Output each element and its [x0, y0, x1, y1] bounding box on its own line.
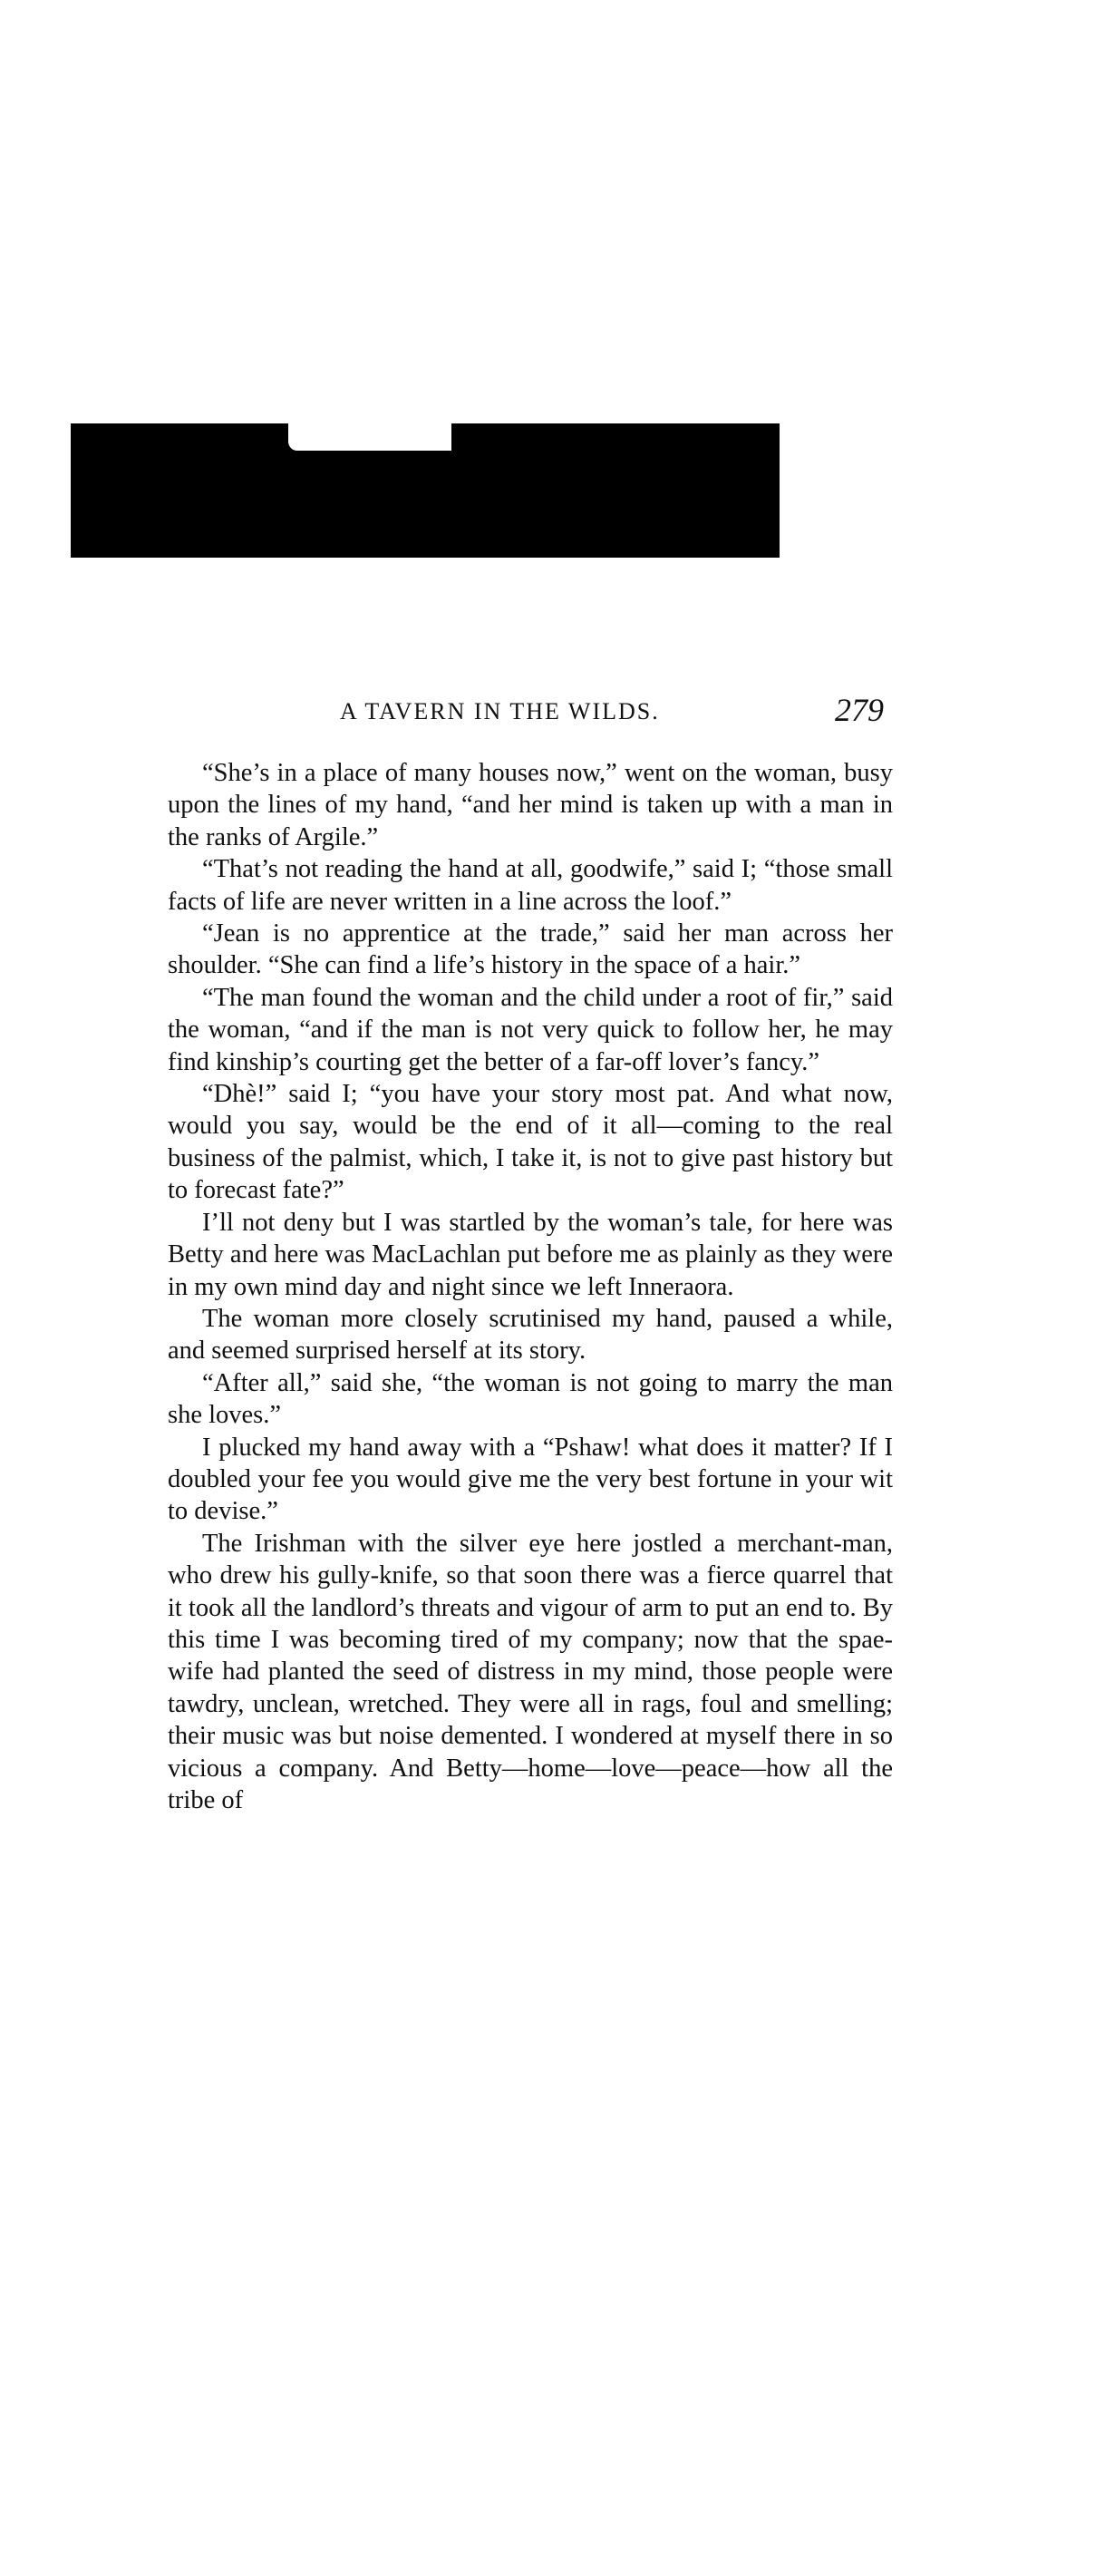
paragraph-1: “She’s in a place of many houses now,” went on the woman, busy upon the lines of my hand, “and her mind is taken up with a man in the ranks of Argile.” — [168, 759, 893, 851]
paragraph-5: “Dhè!” said I; “you have your story most pat. And what now, would you say, would be the end of it all—coming to the real business of the palmist, which, I take it, is not to give past history but to forecast fate?” — [168, 1080, 893, 1205]
page-header — [168, 691, 893, 736]
paragraph-4: “The man found the woman and the child under a root of fir,” said the woman, “and if the man is not very quick to follow her, he may find kinship’s courting get the better of a far-off lover’s fancy.” — [168, 983, 893, 1076]
paragraph-2: “That’s not reading the hand at all, goodwife,” said I; “those small facts of life are never written in a line across the loof.” — [168, 855, 893, 916]
page-number: 279 — [835, 692, 884, 728]
paragraph-10: The Irishman with the silver eye here jostled a merchant-man, who drew his gully-knife, so that soon there was a fierce quarrel that it took all the landlord’s threats and vigour of arm to put an end to. By this time I was becoming tired of my company; now that the spae-wife had planted the seed of distress in my mind, those people were tawdry, unclean, wretched. They were all in rags, foul and smelling; their music was but noise demented. I wondered at myself there in so vicious a company. And Betty—home—love—peace—how all the tribe of — [168, 1529, 893, 1814]
text-body — [168, 757, 893, 1816]
paragraph-8: “After all,” said she, “the woman is not going to marry the man she loves.” — [168, 1368, 893, 1430]
paragraph-7: The woman more closely scrutinised my hand, paused a while, and seemed surprised herself at its story. — [168, 1304, 893, 1366]
redaction-notch — [288, 423, 451, 451]
redaction-block — [71, 423, 780, 558]
paragraph-6: I’ll not deny but I was startled by the woman’s tale, for here was Betty and here was MacLachlan put before me as plainly as they were in my own mind day and night since we left Inneraora. — [168, 1208, 893, 1301]
paragraph-9: I plucked my hand away with a “Pshaw! what does it matter? If I doubled your fee you would give me the very best fortune in your wit to devise.” — [168, 1433, 893, 1526]
paragraph-3: “Jean is no apprentice at the trade,” said her man across her shoulder. “She can find a life’s history in the space of a hair.” — [168, 919, 893, 980]
running-head: A TAVERN IN THE WILDS. — [340, 698, 660, 724]
